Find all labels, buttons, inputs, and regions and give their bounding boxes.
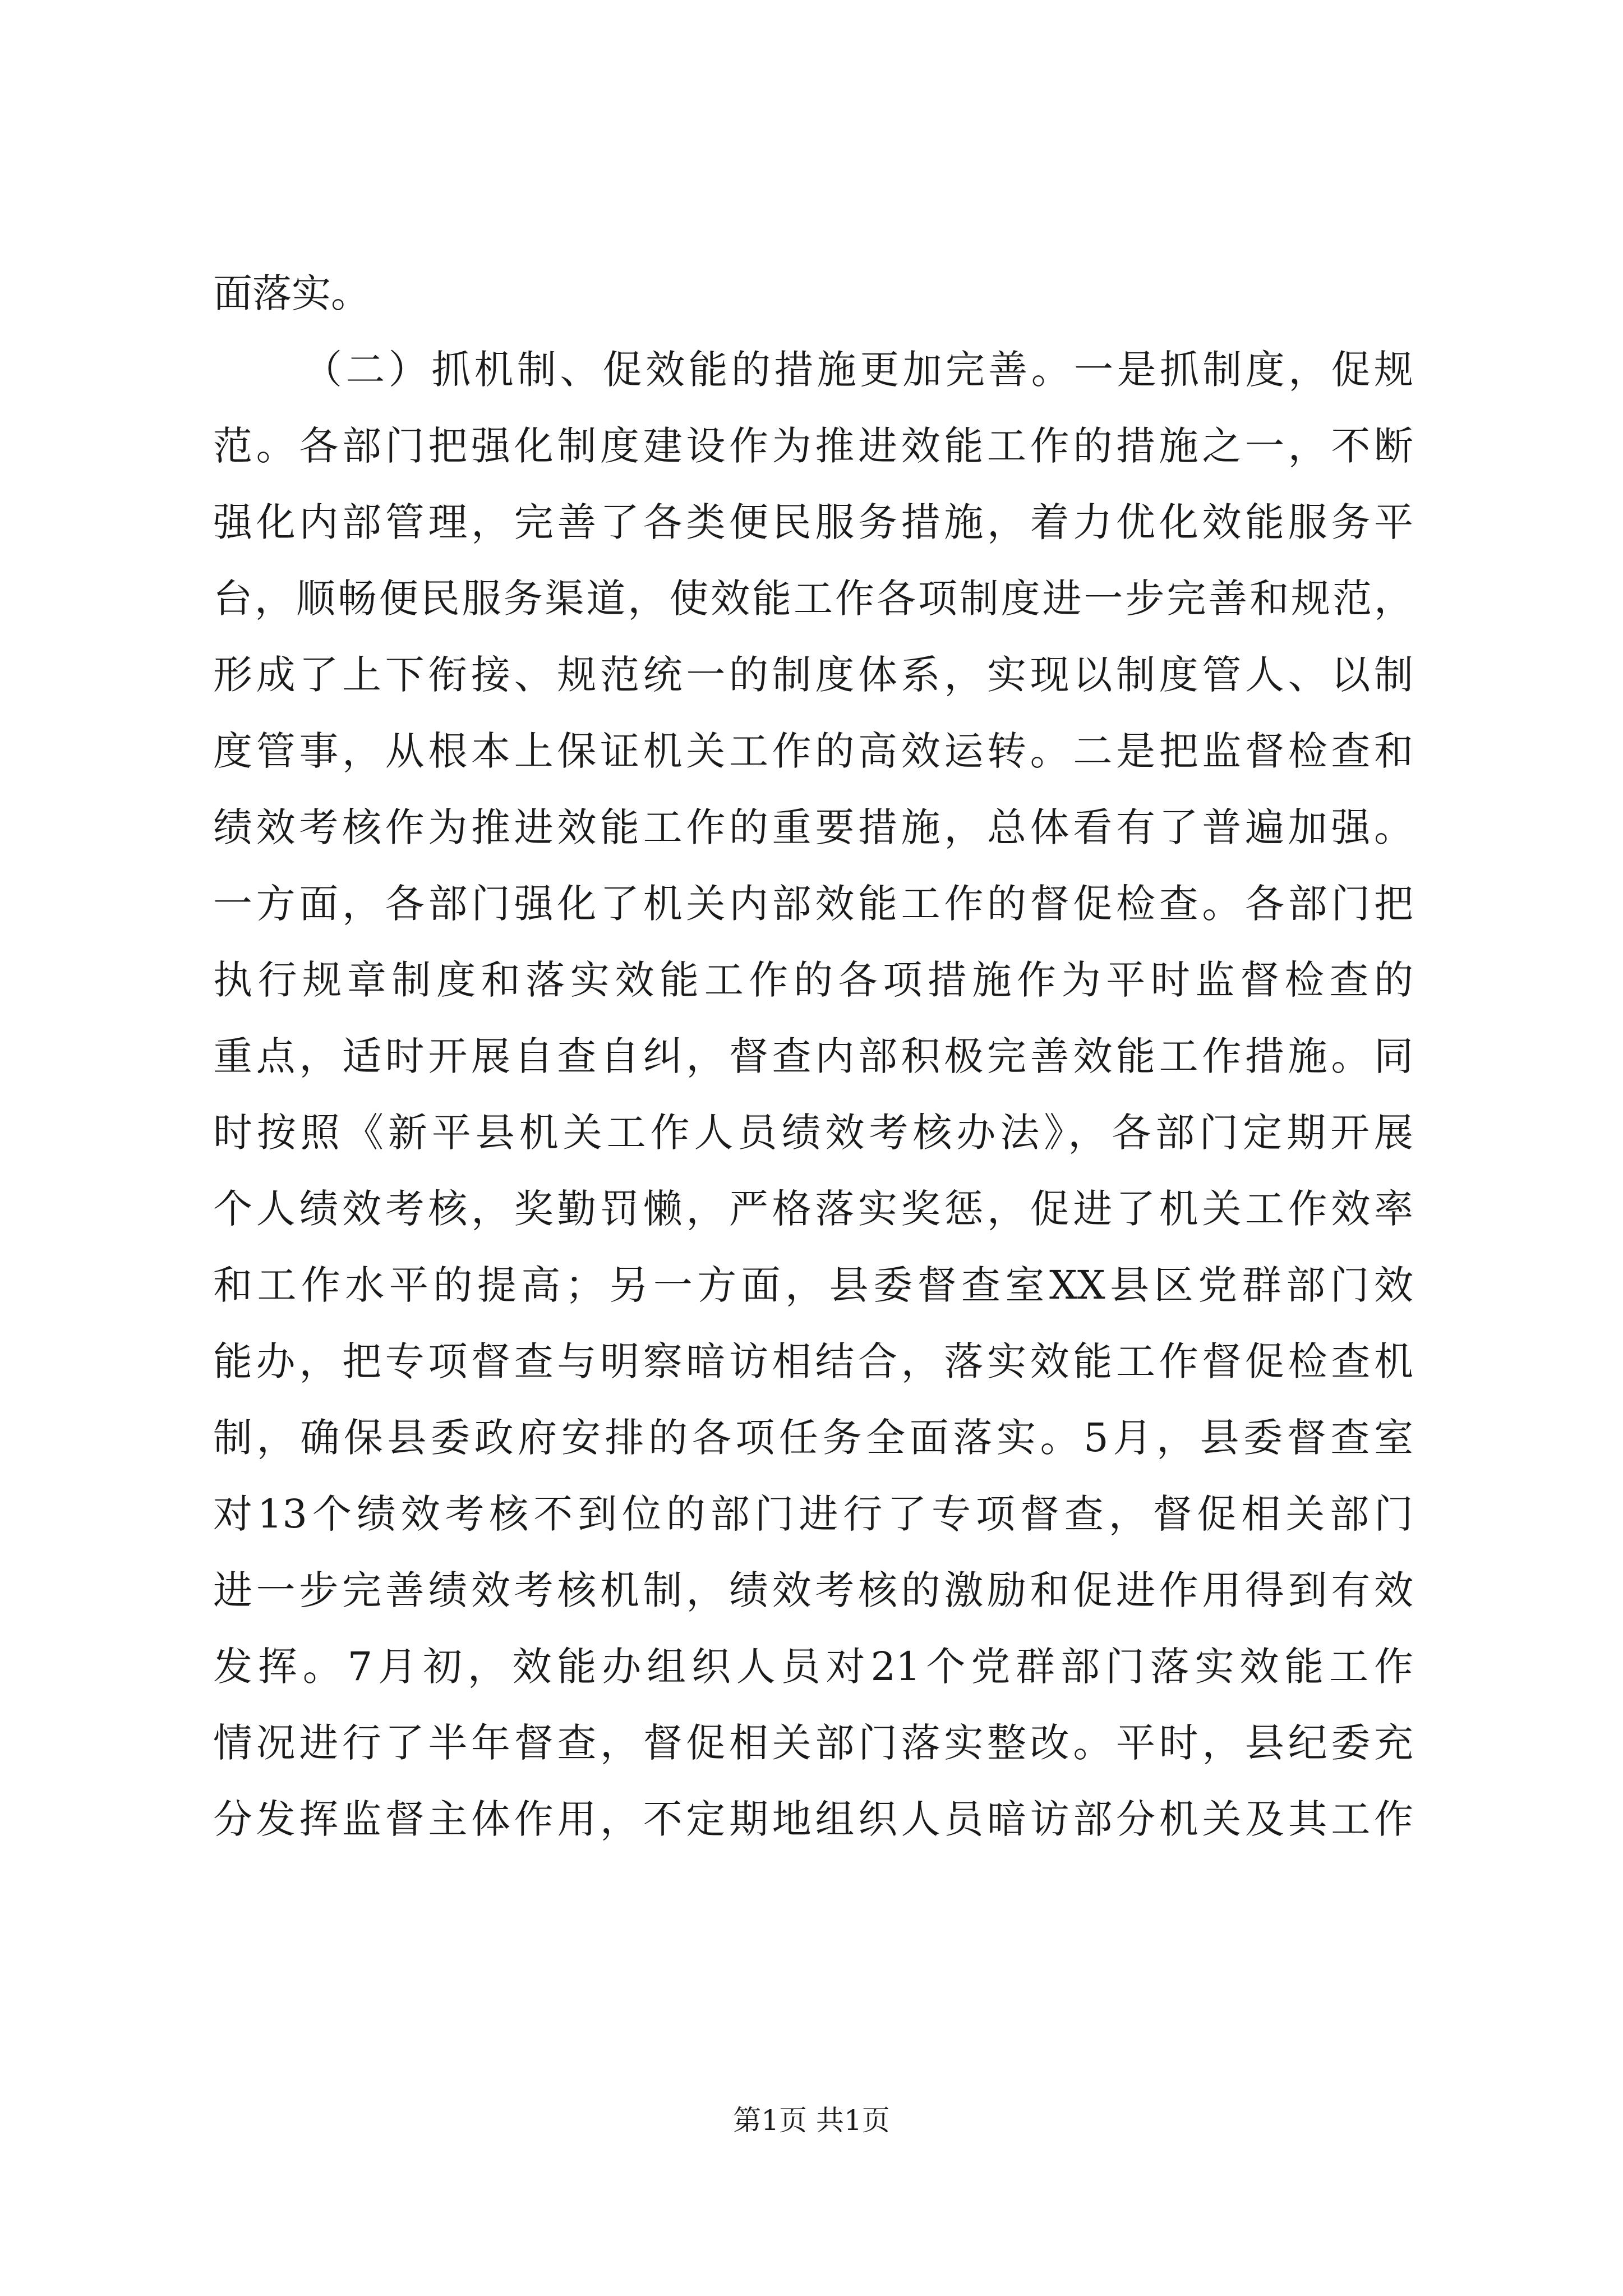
text-line: 时按照《新平县机关工作人员绩效考核办法》，各部门定期开展: [213, 1110, 1413, 1156]
text-line: 能办，把专项督查与明察暗访相结合，落实效能工作督促检查机: [213, 1338, 1413, 1384]
text-line: 分发挥监督主体作用，不定期地组织人员暗访部分机关及其工作: [213, 1796, 1413, 1842]
body-text: [213, 255, 1413, 1857]
text-line: 形成了上下衔接、规范统一的制度体系，实现以制度管人、以制: [213, 652, 1413, 698]
paragraph-first-line: （二）抓机制、促效能的措施更加完善。一是抓制度，促规: [303, 347, 1413, 393]
text-line: 面落实。: [213, 270, 370, 316]
text-line: 进一步完善绩效考核机制，绩效考核的激励和促进作用得到有效: [213, 1567, 1413, 1613]
text-line: 度管事，从根本上保证机关工作的高效运转。二是把监督检查和: [213, 728, 1413, 774]
text-line: 对13个绩效考核不到位的部门进行了专项督查，督促相关部门: [213, 1491, 1413, 1537]
text-line: 个人绩效考核，奖勤罚懒，严格落实奖惩，促进了机关工作效率: [213, 1186, 1413, 1232]
page-footer: [0, 2101, 1623, 2140]
text-line: 执行规章制度和落实效能工作的各项措施作为平时监督检查的: [213, 957, 1413, 1003]
text-line: 台，顺畅便民服务渠道，使效能工作各项制度进一步完善和规范，: [213, 576, 1413, 622]
text-line: 一方面，各部门强化了机关内部效能工作的督促检查。各部门把: [213, 881, 1413, 927]
text-line: 强化内部管理，完善了各类便民服务措施，着力优化效能服务平: [213, 499, 1413, 545]
text-line: 重点，适时开展自查自纠，督查内部积极完善效能工作措施。同: [213, 1033, 1413, 1079]
text-line: 范。各部门把强化制度建设作为推进效能工作的措施之一，不断: [213, 423, 1413, 469]
text-line: 绩效考核作为推进效能工作的重要措施，总体看有了普遍加强。: [213, 804, 1413, 850]
text-line: 和工作水平的提高；另一方面，县委督查室XX县区党群部门效: [213, 1262, 1413, 1308]
text-line: 制，确保县委政府安排的各项任务全面落实。5月，县委督查室: [213, 1415, 1413, 1461]
text-line: 情况进行了半年督查，督促相关部门落实整改。平时，县纪委充: [213, 1720, 1413, 1766]
page-number-label: 第1页 共1页: [733, 2104, 890, 2137]
text-line: 发挥。7月初，效能办组织人员对21个党群部门落实效能工作: [213, 1644, 1413, 1690]
